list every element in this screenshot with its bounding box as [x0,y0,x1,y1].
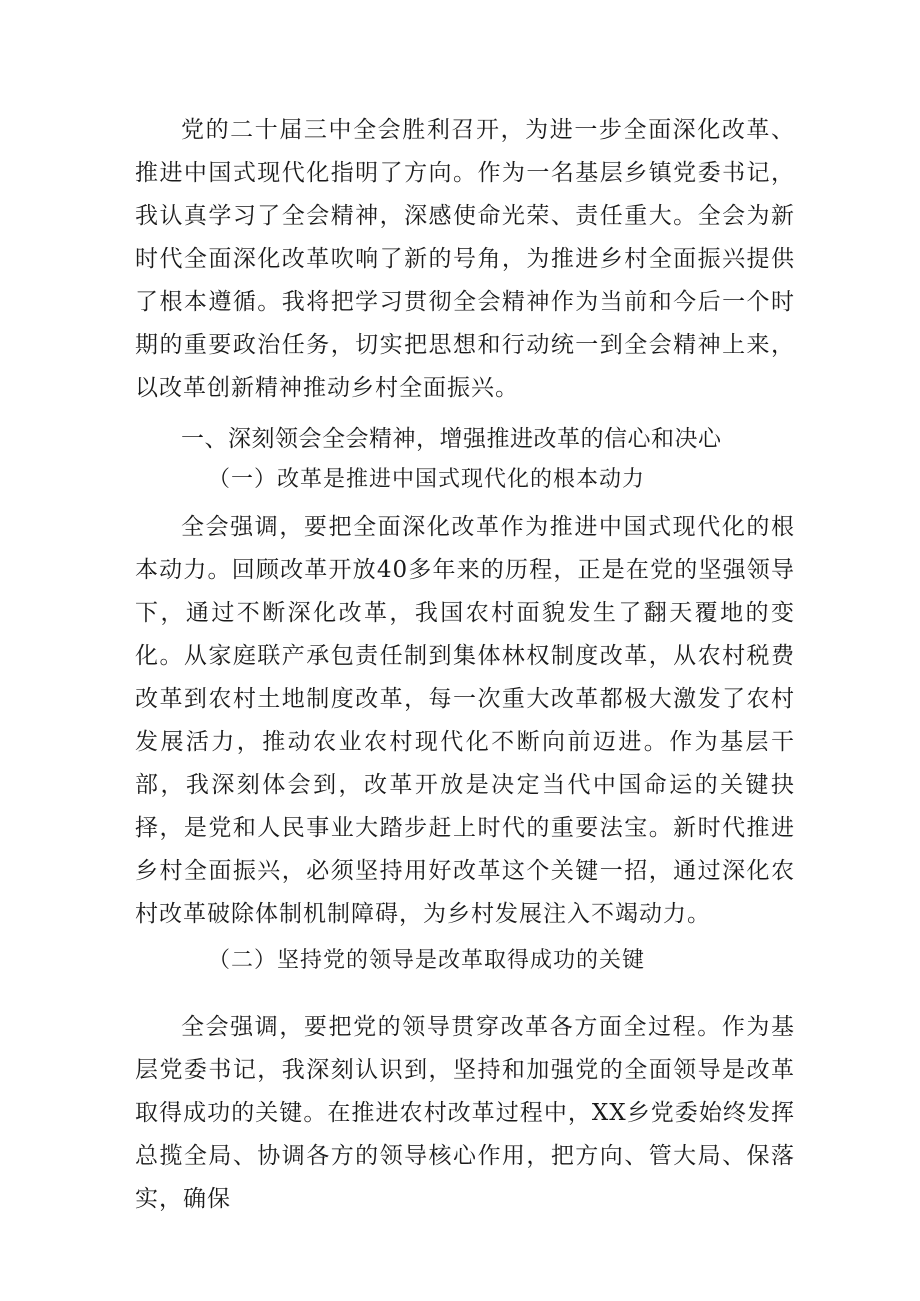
intro-paragraph: 党的二十届三中全会胜利召开，为进一步全面深化改革、推进中国式现代化指明了方向。作为一名基层乡镇党委书记，我认真学习了全会精神，深感使命光荣、责任重大。全会为新时代全面深化改革吹响了新的号角，为推进乡村全面振兴提供了根本遵循。我将把学习贯彻全会精神作为当前和今后一个时期的重要政治任务，切实把思想和行动统一到全会精神上来，以改革创新精神推动乡村全面振兴。 [135,117,795,401]
subsection-2-paragraph: 全会强调，要把党的领导贯穿改革各方面全过程。作为基层党委书记，我深刻认识到，坚持和加强党的全面领导是改革取得成功的关键。在推进农村改革过程中，XX乡党委始终发挥总揽全局、协调各方的领导核心作用，把方向、管大局、保落实，确保 [135,1014,795,1212]
subsection-heading-2: （二）坚持党的领导是改革取得成功的关键 [208,948,646,973]
subsection-1-paragraph: 全会强调，要把全面深化改革作为推进中国式现代化的根本动力。回顾改革开放40多年来的历程，正是在党的坚强领导下，通过不断深化改革，我国农村面貌发生了翻天覆地的变化。从家庭联产承包责任制到集体林权制度改革，从农村税费改革到农村土地制度改革，每一次重大改革都极大激发了农村发展活力，推动农业农村现代化不断向前迈进。作为基层干部，我深刻体会到，改革开放是决定当代中国命运的关键抉择，是党和人民事业大踏步赶上时代的重要法宝。新时代推进乡村全面振兴，必须坚持用好改革这个关键一招，通过深化农村改革破除体制机制障碍，为乡村发展注入不竭动力。 [135,514,795,927]
section-heading-1: 一、深刻领会全会精神，增强推进改革的信心和决心 [181,426,722,452]
subsection-heading-1: （一）改革是推进中国式现代化的根本动力 [208,467,646,492]
